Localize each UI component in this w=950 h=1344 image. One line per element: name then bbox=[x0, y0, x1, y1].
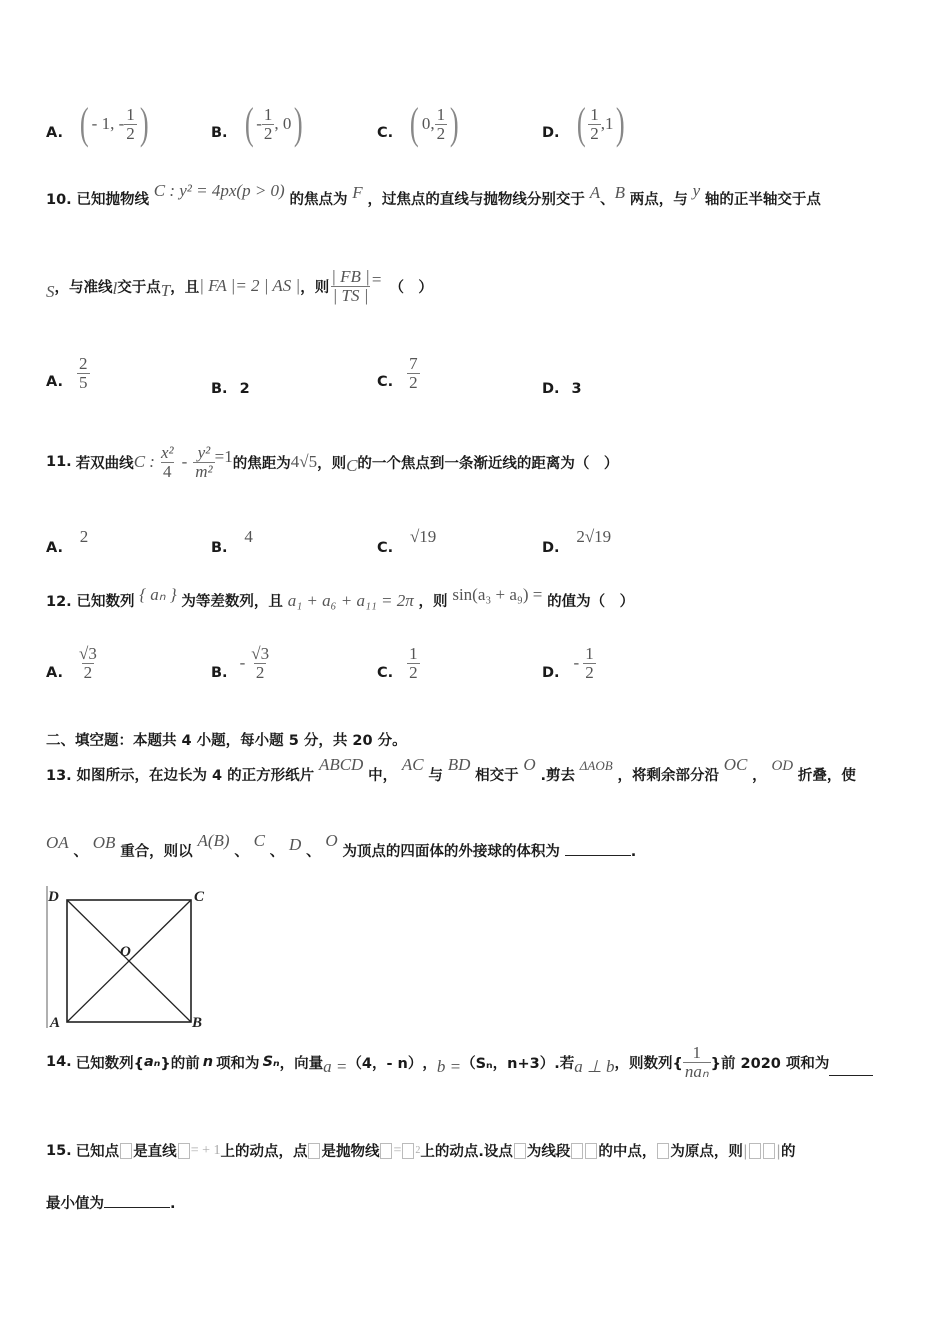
option-label: A. bbox=[46, 665, 63, 682]
option-text: - bbox=[256, 114, 262, 133]
question-text: }前 2020 项和为 bbox=[710, 1055, 830, 1072]
q12-options bbox=[46, 645, 926, 695]
question-number: 10. bbox=[46, 192, 72, 208]
question-text: 如图所示，在边长为 4 的正方形纸片 bbox=[76, 768, 315, 784]
option-text: 0, bbox=[421, 114, 435, 133]
question-text: 已知抛物线 bbox=[76, 192, 149, 208]
frac-num: 7 bbox=[409, 354, 418, 373]
label-o: O bbox=[120, 944, 131, 960]
option-label: D. bbox=[542, 125, 560, 141]
math-var: l bbox=[112, 279, 118, 299]
q10-option-d[interactable] bbox=[542, 381, 582, 397]
math-var: C bbox=[346, 456, 358, 476]
question-text: 、 bbox=[306, 844, 321, 860]
vector-a: a = bbox=[323, 1057, 348, 1077]
question-text: ，且 bbox=[170, 279, 200, 296]
question-text: ， bbox=[422, 1055, 437, 1072]
frac-num: 1 bbox=[436, 104, 446, 124]
question-text: 上的动点，点 bbox=[220, 1144, 308, 1160]
option-text: √19 bbox=[409, 527, 437, 546]
q9-options bbox=[46, 99, 926, 152]
q10-option-a[interactable] bbox=[46, 355, 90, 392]
math-var: C : bbox=[133, 452, 155, 472]
question-text: ， bbox=[752, 768, 767, 784]
q12-option-a[interactable] bbox=[46, 645, 99, 682]
label-d: D bbox=[48, 889, 59, 905]
question-text: 的焦距为 bbox=[232, 455, 291, 472]
math-var: O bbox=[523, 755, 536, 774]
section-title: 二、填空题：本题共 4 小题，每小题 5 分，共 20 分。 bbox=[46, 733, 407, 749]
math-var: ΔAOB bbox=[579, 758, 613, 773]
math-var: n bbox=[202, 1054, 214, 1071]
q10-line2 bbox=[46, 268, 433, 305]
question-text: 的一个焦点到一条渐近线的距离为（ ） bbox=[357, 455, 619, 472]
question-text: 两点，与 bbox=[629, 192, 688, 208]
math-var: OC bbox=[723, 755, 748, 774]
missing-glyph-icon bbox=[178, 1143, 190, 1159]
option-label: D. bbox=[542, 665, 560, 682]
frac-den: 2 bbox=[409, 372, 418, 392]
math-var: OB bbox=[92, 833, 116, 852]
frac-num: 1 bbox=[126, 104, 135, 124]
frac-den: 2 bbox=[263, 123, 273, 143]
frac-num: | FB | bbox=[331, 267, 370, 286]
question-text: }的前 bbox=[160, 1055, 200, 1072]
question-text: 已知数列 bbox=[76, 594, 135, 610]
square-diagram bbox=[42, 882, 214, 1032]
question-text: 的焦点为 bbox=[289, 192, 348, 208]
option-label: C. bbox=[377, 540, 394, 556]
question-text: . bbox=[170, 1196, 176, 1212]
question-text: .剪去 bbox=[540, 768, 575, 784]
math-var: B bbox=[614, 183, 625, 202]
math-var: OD bbox=[771, 758, 794, 774]
missing-glyph-icon bbox=[657, 1143, 669, 1159]
frac-den: 2 bbox=[590, 123, 599, 143]
q10-options bbox=[46, 355, 926, 405]
question-text: ，过焦点的直线与抛物线分别交于 bbox=[367, 192, 585, 208]
q15-line2 bbox=[46, 1192, 176, 1213]
question-text: 的 bbox=[781, 1144, 796, 1160]
question-number: 12. bbox=[46, 594, 72, 610]
q14-line bbox=[46, 1044, 873, 1081]
math-var: OA bbox=[46, 833, 69, 852]
q12-line bbox=[46, 585, 635, 611]
q12-option-b[interactable] bbox=[211, 645, 271, 682]
option-text: 3 bbox=[571, 381, 582, 397]
math-var: T bbox=[160, 281, 171, 301]
frac-den: m² bbox=[195, 461, 213, 481]
q12-option-d[interactable] bbox=[542, 645, 596, 682]
frac-den: 2 bbox=[255, 662, 265, 682]
answer-paren: （ ） bbox=[389, 279, 433, 296]
question-text: 中， bbox=[368, 768, 398, 784]
question-text: 、 bbox=[234, 844, 249, 860]
q9-option-c[interactable]: C. ( 0, $\frac{1}{2}$ ) bbox=[377, 99, 459, 148]
question-text: 为等差数列，且 bbox=[181, 594, 283, 610]
question-number: 15. bbox=[46, 1142, 72, 1159]
question-text: 已知数列{ bbox=[75, 1055, 145, 1072]
question-text: ，则数列{ bbox=[614, 1055, 683, 1072]
question-text: 折叠，使 bbox=[797, 768, 856, 784]
missing-glyph-icon bbox=[514, 1143, 526, 1159]
frac-den: | TS | bbox=[332, 285, 369, 305]
missing-glyph-icon bbox=[585, 1143, 597, 1159]
question-text: 为顶点的四面体的外接球的体积为 bbox=[342, 844, 560, 860]
frac-num: 2 bbox=[79, 354, 88, 373]
option-label: A. bbox=[46, 374, 63, 391]
question-text: 重合，则以 bbox=[120, 844, 193, 860]
question-text: 上的动点.设点 bbox=[420, 1144, 513, 1160]
sequence-notation: { aₙ } bbox=[139, 585, 177, 604]
q10-line1 bbox=[46, 181, 821, 209]
q15-line1: 15. 已知点 是直线 = + 1 上的动点，点 是抛物线 = 2 上的动点.设点 为线段 的中点， 为原点，则 | | 的 bbox=[46, 1141, 796, 1160]
math-expr: sin(a₃ + a₉) = bbox=[452, 585, 543, 604]
option-label: B. bbox=[211, 381, 228, 397]
question-number: 11. bbox=[46, 454, 72, 471]
option-text: 2√19 bbox=[576, 527, 612, 546]
label-c: C bbox=[194, 889, 205, 905]
math-var: AC bbox=[401, 755, 424, 774]
missing-glyph-icon bbox=[308, 1143, 320, 1159]
frac-den: 4 bbox=[163, 461, 172, 481]
question-text: 是直线 bbox=[133, 1144, 177, 1160]
question-number: 14. bbox=[46, 1054, 72, 1071]
frac-den: 2 bbox=[83, 662, 93, 682]
question-text: 交于点 bbox=[117, 279, 161, 296]
q10-option-b[interactable] bbox=[211, 381, 250, 397]
q11-option-a[interactable] bbox=[46, 527, 89, 556]
math-var: C bbox=[253, 831, 265, 850]
q13-line2 bbox=[46, 831, 637, 861]
answer-blank[interactable] bbox=[829, 1061, 873, 1076]
math-var: Sₙ bbox=[262, 1054, 280, 1071]
question-text: 为线段 bbox=[526, 1144, 571, 1160]
missing-glyph-icon bbox=[763, 1143, 775, 1159]
question-text: 是抛物线 bbox=[321, 1144, 380, 1160]
option-label: C. bbox=[377, 125, 394, 141]
frac-den: 2 bbox=[585, 662, 594, 682]
option-label: B. bbox=[211, 125, 228, 141]
math-var: D bbox=[289, 835, 302, 854]
frac-num: x² bbox=[160, 443, 174, 462]
frac-num: 1 bbox=[590, 104, 599, 124]
question-text: 相交于 bbox=[475, 768, 519, 784]
option-text: 2 bbox=[79, 527, 89, 546]
math-op: = bbox=[371, 270, 382, 290]
question-text: 、 bbox=[73, 844, 88, 860]
option-text: - 1, - bbox=[91, 114, 125, 133]
option-text: ,1 bbox=[600, 114, 614, 133]
missing-glyph-icon bbox=[749, 1143, 761, 1159]
question-text: 的中点， bbox=[598, 1144, 657, 1160]
question-text: ，与准线 bbox=[54, 279, 113, 296]
option-label: D. bbox=[542, 381, 560, 397]
question-text: ，则 bbox=[300, 279, 330, 296]
question-number: 13. bbox=[46, 768, 72, 784]
parabola-equation: = bbox=[393, 1142, 402, 1158]
vector-b: b = bbox=[436, 1057, 462, 1077]
condition-expr: a₁ + a₆ + a₁₁ = 2π bbox=[287, 591, 414, 610]
condition-expr: | FA |= 2 | AS | bbox=[199, 276, 301, 296]
question-text: 为原点，则 bbox=[670, 1144, 743, 1160]
math-var: O bbox=[325, 831, 338, 850]
option-label: A. bbox=[46, 125, 63, 141]
math-op: - bbox=[181, 452, 188, 472]
q13-line1 bbox=[46, 755, 856, 785]
frac-num: 1 bbox=[263, 104, 273, 124]
question-text: ，向量 bbox=[279, 1055, 324, 1072]
label-a: A bbox=[50, 1015, 61, 1031]
option-text: , 0 bbox=[274, 114, 292, 133]
question-text: ，则 bbox=[317, 455, 347, 472]
math-var: A(B) bbox=[197, 831, 230, 850]
q11-option-d[interactable] bbox=[542, 527, 612, 556]
math-var: F bbox=[352, 183, 363, 202]
q12-option-c[interactable] bbox=[377, 645, 420, 682]
q11-options bbox=[46, 527, 926, 557]
option-text: 2 bbox=[239, 381, 250, 397]
option-label: D. bbox=[542, 540, 560, 556]
perp-expr: a ⊥ b bbox=[574, 1057, 615, 1077]
question-text: 最小值为 bbox=[46, 1196, 104, 1212]
frac-num: √3 bbox=[251, 644, 270, 663]
square-figure bbox=[42, 882, 214, 1032]
label-b: B bbox=[192, 1015, 203, 1031]
question-text: 轴的正半轴交于点 bbox=[704, 192, 821, 208]
missing-glyph-icon bbox=[380, 1143, 392, 1159]
q9-option-b[interactable]: B. ( - $\frac{1}{2}$ , 0 ) bbox=[211, 99, 304, 148]
question-text: .若 bbox=[554, 1055, 575, 1072]
option-label: A. bbox=[46, 540, 63, 556]
missing-glyph-icon bbox=[120, 1143, 132, 1159]
question-text: 、 bbox=[600, 192, 615, 208]
answer-blank[interactable] bbox=[565, 841, 631, 856]
frac-num: 1 bbox=[585, 644, 594, 663]
line-equation: = + 1 bbox=[190, 1142, 221, 1158]
frac-num: 1 bbox=[692, 1043, 701, 1062]
exponent: 2 bbox=[415, 1145, 421, 1156]
parabola-equation: C : y² = 4px(p > 0) bbox=[153, 181, 285, 200]
math-op: =1 bbox=[214, 447, 233, 467]
q11-option-c[interactable] bbox=[377, 527, 437, 556]
question-text: ，则 bbox=[418, 594, 448, 610]
vector-value: （4，- n） bbox=[347, 1055, 423, 1072]
math-var: A bbox=[589, 183, 601, 202]
math-var: S bbox=[46, 282, 55, 302]
answer-blank[interactable] bbox=[104, 1193, 170, 1208]
frac-den: 2 bbox=[436, 123, 446, 143]
frac-den: 2 bbox=[126, 123, 135, 143]
q9-option-d[interactable]: D. ( $\frac{1}{2}$ ,1 ) bbox=[542, 99, 626, 148]
math-var: y bbox=[692, 181, 701, 200]
q9-option-a[interactable]: A. ( - 1, - $\frac{1}{2}$ ) bbox=[46, 99, 149, 148]
q10-option-c[interactable] bbox=[377, 355, 420, 392]
question-text: 若双曲线 bbox=[75, 455, 134, 472]
frac-num: 1 bbox=[409, 644, 418, 663]
missing-glyph-icon bbox=[402, 1143, 414, 1159]
frac-den: 5 bbox=[79, 372, 88, 392]
question-text: 、 bbox=[269, 844, 285, 860]
question-text: ，将剩余部分沿 bbox=[617, 768, 719, 784]
math-var: ABCD bbox=[318, 755, 364, 774]
question-text: 的值为（ ） bbox=[547, 594, 635, 610]
frac-num: y² bbox=[197, 443, 211, 462]
missing-glyph-icon bbox=[571, 1143, 583, 1159]
q11-option-b[interactable] bbox=[211, 527, 253, 556]
option-label: B. bbox=[211, 540, 228, 556]
option-text: 4 bbox=[244, 527, 253, 546]
question-text: 与 bbox=[428, 768, 443, 784]
option-label: B. bbox=[211, 665, 228, 682]
option-sign: - bbox=[239, 653, 246, 673]
frac-den: 2 bbox=[409, 662, 418, 682]
math-expr: 4√5 bbox=[290, 452, 318, 472]
frac-num: √3 bbox=[79, 644, 97, 663]
option-label: C. bbox=[377, 665, 394, 682]
vector-value: （Sₙ，n+3） bbox=[461, 1055, 555, 1072]
frac-den: naₙ bbox=[684, 1061, 709, 1081]
question-text: 已知点 bbox=[75, 1144, 120, 1160]
option-sign: - bbox=[573, 653, 580, 673]
math-var: aₙ bbox=[144, 1054, 161, 1071]
q11-line bbox=[46, 444, 618, 481]
question-text: 项和为 bbox=[216, 1055, 260, 1072]
option-label: C. bbox=[377, 374, 394, 391]
question-text: . bbox=[630, 844, 637, 860]
math-var: BD bbox=[447, 755, 471, 774]
